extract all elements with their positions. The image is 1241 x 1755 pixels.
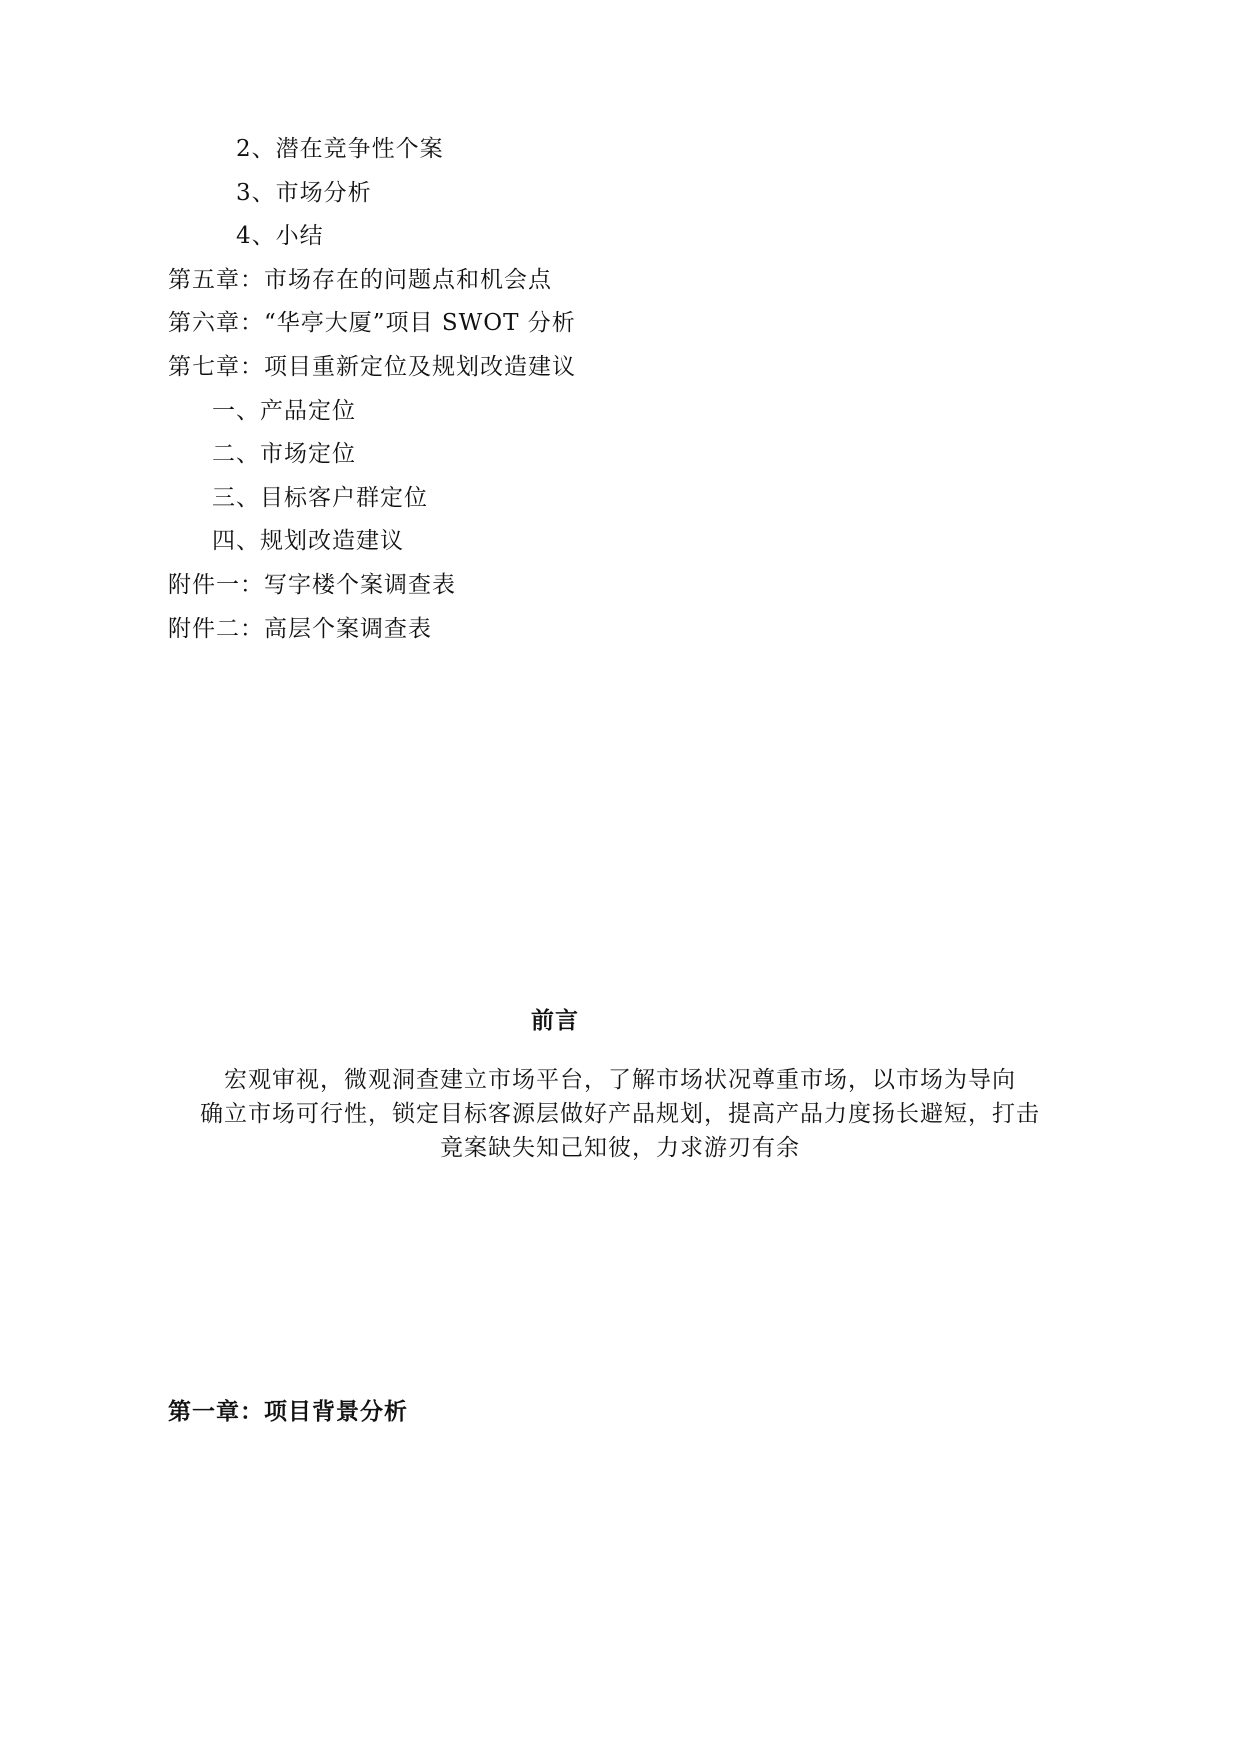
- toc-item: 4、小结: [236, 223, 324, 249]
- toc-item: 第七章：项目重新定位及规划改造建议: [168, 354, 576, 380]
- toc-item: 附件一：写字楼个案调查表: [168, 572, 456, 598]
- preface-line: 确立市场可行性，锁定目标客源层做好产品规划，提高产品力度扬长避短，打击: [200, 1101, 1040, 1127]
- preface-title: 前言: [531, 1007, 579, 1034]
- preface-line: 竟案缺失知己知彼，力求游刃有余: [440, 1135, 800, 1161]
- toc-item: 附件二：高层个案调查表: [168, 616, 432, 642]
- toc-item: 第五章：市场存在的问题点和机会点: [168, 267, 552, 293]
- toc-item: 四、规划改造建议: [212, 528, 404, 554]
- toc-item: 3、市场分析: [236, 180, 372, 206]
- chapter-one-title: 第一章：项目背景分析: [168, 1398, 408, 1425]
- toc-item: 二、市场定位: [212, 441, 356, 467]
- toc-item: 三、目标客户群定位: [212, 485, 428, 511]
- toc-item: 2、潜在竞争性个案: [236, 136, 444, 162]
- toc-item: 一、产品定位: [212, 398, 356, 424]
- toc-item: 第六章：“华亭大厦”项目 SWOT 分析: [168, 310, 576, 336]
- preface-line: 宏观审视，微观洞查建立市场平台，了解市场状况尊重市场，以市场为导向: [224, 1067, 1016, 1093]
- preface-body: [170, 1063, 1070, 1165]
